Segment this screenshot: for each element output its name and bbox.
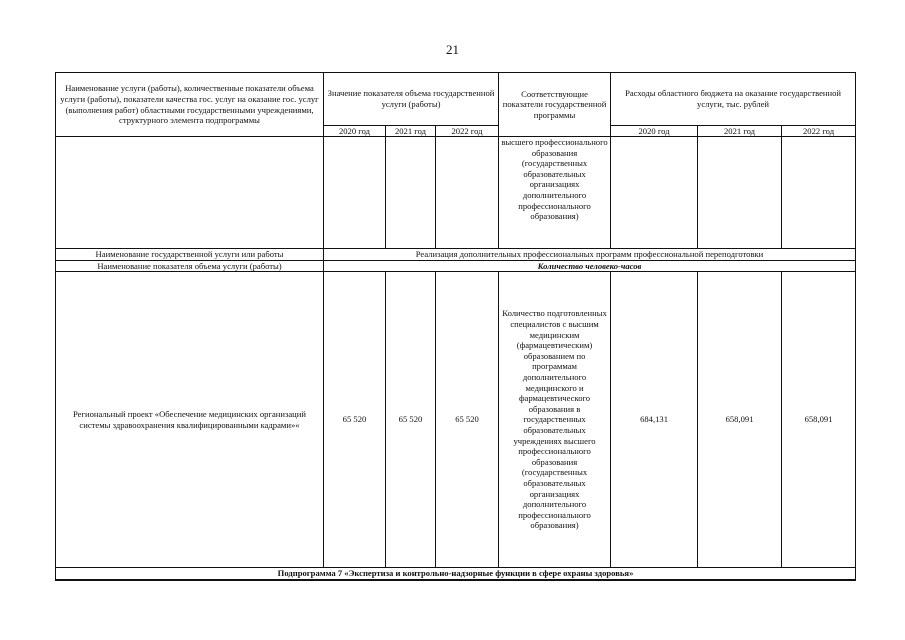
service-value: Реализация дополнительных профессиональных программ профессиональной переподготовки	[324, 249, 856, 261]
continuation-row	[56, 137, 856, 249]
volume-2020: 65 520	[324, 272, 386, 568]
header-budget-cell: Расходы областного бюджета на оказание государственной услуги, тыс. рублей	[611, 73, 856, 126]
page-number: 21	[446, 42, 459, 57]
budget-2020: 684,131	[611, 272, 698, 568]
header-volume-cell: Значение показателя объема государственной услуги (работы)	[324, 73, 499, 126]
subprogram-row	[56, 568, 856, 580]
year-cell: 2020 год	[324, 126, 386, 137]
indicator-label: Наименование показателя объема услуги (работы)	[56, 260, 324, 272]
program-indicator-cell: Количество подготовленных специалистов с высшим медицинским (фармацевтическим) образованием по программам дополнительного медицинского и фармацевтического образования в государственных образовательных учреждениях высшего профессионального образования (государственных образовательных организациях дополнительного профессионального образования)	[499, 272, 611, 568]
volume-2022: 65 520	[436, 272, 499, 568]
project-name-cell: Региональный проект «Обеспечение медицинских организаций системы здравоохранения квалифицированными кадрами»«	[56, 272, 324, 568]
continuation-program-cell: высшего профессионального образования (государственных образовательных организациях дополнительного профессионального образования)	[499, 137, 611, 249]
year-cell: 2021 год	[698, 126, 782, 137]
subprogram-title: Подпрограмма 7 «Экспертиза и контрольно-надзорные функции в сфере охраны здоровья»	[56, 568, 856, 580]
volume-2021: 65 520	[386, 272, 436, 568]
year-cell: 2020 год	[611, 126, 698, 137]
header-row	[56, 73, 856, 126]
header-program-cell: Соответствующие показатели государственной программы	[499, 73, 611, 137]
service-row	[56, 249, 856, 261]
indicator-row	[56, 260, 856, 272]
indicator-value: Количество человеко-часов	[324, 260, 856, 272]
year-cell: 2022 год	[782, 126, 856, 137]
year-cell: 2021 год	[386, 126, 436, 137]
header-name-cell: Наименование услуги (работы), количественные показатели объема услуги (работы), показатели качества гос. услуг на оказание гос. услуг (выполнения работ) областными государственными учреждениями, структурного элемента подпрограммы	[56, 73, 324, 137]
budget-table	[55, 72, 856, 581]
service-label: Наименование государственной услуги или работы	[56, 249, 324, 261]
budget-2021: 658,091	[698, 272, 782, 568]
year-cell: 2022 год	[436, 126, 499, 137]
data-row	[56, 272, 856, 568]
budget-2022: 658,091	[782, 272, 856, 568]
